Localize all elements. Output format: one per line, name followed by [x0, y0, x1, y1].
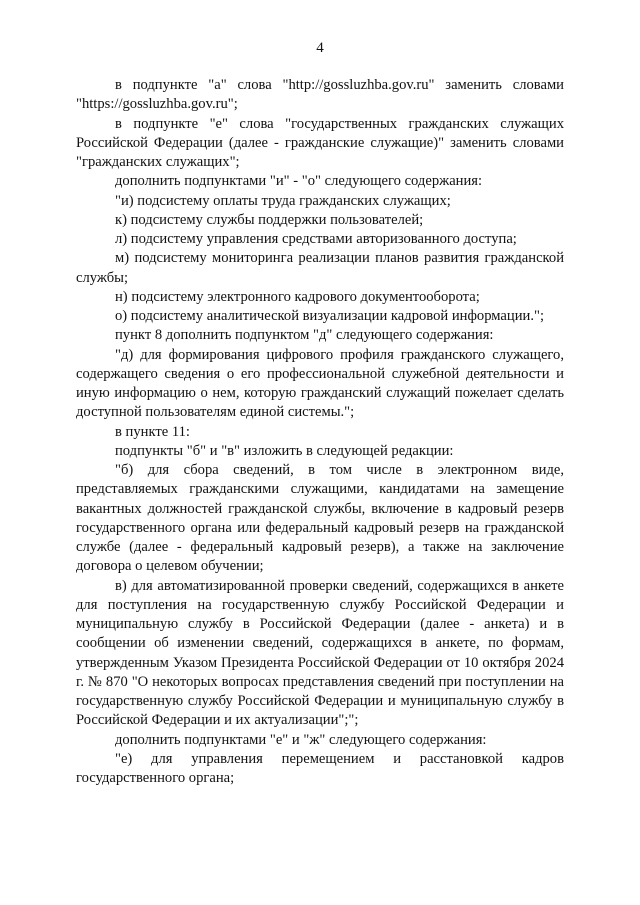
paragraph-add-subpoints-i-o: дополнить подпунктами "и" - "о" следующего содержания:	[115, 173, 483, 190]
list-item-subpoint-d: "д) для формирования цифрового профиля гражданского служащего, содержащего сведения о его профессиональной служебной деятельности и иную информацию о нем, которую гражданский служащий пожелает сделать доступной пользователям единой системы.";	[76, 346, 564, 421]
list-item-subpoint-l: л) подсистему управления средствами авторизованного доступа;	[115, 231, 517, 247]
paragraph-replace-civil-servants: в подпункте "е" слова "государственных гражданских служащих Российской Федерации (далее - гражданские служащие)" заменить словами "гражданских служащих";	[76, 115, 564, 170]
list-item-subpoint-i: "и) подсистему оплаты труда гражданских служащих;	[115, 192, 451, 209]
page-number: 4	[316, 40, 324, 56]
list-item-subpoint-b: "б) для сбора сведений, в том числе в электронном виде, представляемых гражданскими служащими, кандидатами на замещение вакантных должностей гражданской службы, включение в кадровый резерв государственного органа или федеральный кадровый резерв на гражданской службе (далее - федеральный кадровый резерв), а также на заключение договора о целевом обучении;	[76, 462, 564, 575]
document-body	[76, 76, 564, 788]
paragraph-point-11: в пункте 11:	[115, 423, 190, 440]
paragraph-subpoints-b-v: подпункты "б" и "в" изложить в следующей редакции:	[115, 442, 454, 459]
list-item-subpoint-o: о) подсистему аналитической визуализации кадровой информации.";	[115, 308, 544, 324]
list-item-subpoint-v: в) для автоматизированной проверки сведений, содержащихся в анкете для поступления на государственную службу Российской Федерации и муниципальную службу в Российской Федерации (далее - анкета) и в сообщении об изменении сведений, содержащихся в анкете, по формам, утвержденным Указом Президента Российской Федерации от 10 октября 2024 г. № 870 "О некоторых вопросах представления сведений при поступлении на государственную службу Российской Федерации и муниципальную службу в Российской Федерации и их актуализации";";	[76, 577, 564, 729]
paragraph-add-subpoints-e-zh: дополнить подпунктами "е" и "ж" следующего содержания:	[115, 731, 487, 748]
list-item-subpoint-m: м) подсистему мониторинга реализации планов развития гражданской службы;	[76, 250, 564, 286]
list-item-subpoint-k: к) подсистему службы поддержки пользователей;	[115, 211, 424, 228]
paragraph-point-8: пункт 8 дополнить подпунктом "д" следующего содержания:	[115, 327, 494, 344]
paragraph-replace-url: в подпункте "а" слова "http://gossluzhba.gov.ru" заменить словами "https://gossluzhba.gov.ru";	[76, 77, 564, 113]
list-item-subpoint-e: "е) для управления перемещением и расстановкой кадров государственного органа;	[76, 750, 564, 786]
list-item-subpoint-n: н) подсистему электронного кадрового документооборота;	[115, 288, 480, 305]
